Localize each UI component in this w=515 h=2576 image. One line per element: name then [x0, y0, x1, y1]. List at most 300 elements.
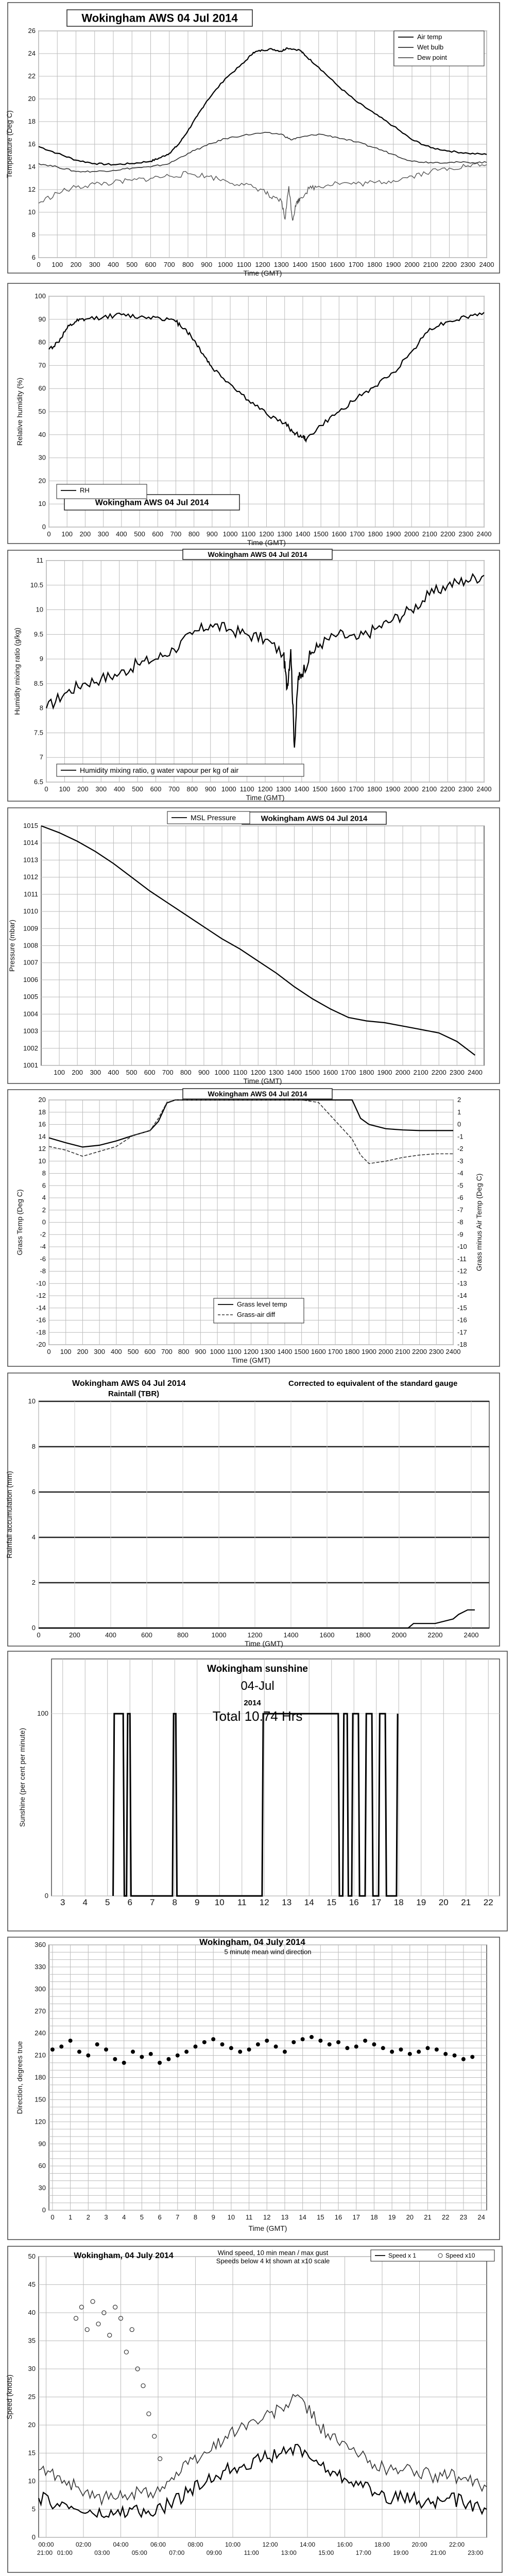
y-tick-label: 1006	[23, 975, 38, 984]
x-tick-label: 100	[59, 785, 71, 793]
x-tick-label: 800	[178, 1348, 190, 1355]
x-tick-label: 4	[122, 2213, 126, 2221]
y-tick-label: 100	[35, 292, 46, 300]
scatter-point	[166, 2057, 170, 2061]
y-axis-label: Direction, degrees true	[15, 2041, 24, 2114]
x-tick-label: 1300	[276, 785, 291, 793]
y2-tick-label: -14	[457, 1292, 467, 1299]
x-tick-label: 13:00	[281, 2549, 297, 2556]
y-tick-label: 60	[38, 384, 46, 393]
y-tick-label: 1009	[23, 924, 38, 933]
x-tick-label: 1300	[277, 530, 293, 538]
x-tick-label: 1300	[273, 261, 289, 268]
x-tick-label: 500	[127, 1348, 139, 1355]
x-tick-label: 1900	[377, 1069, 392, 1076]
x-tick-label: 300	[89, 261, 100, 268]
chart-title: Wokingham AWS 04 Jul 2014	[81, 11, 238, 25]
x-tick-label: 0	[37, 261, 41, 268]
x-tick-label: 2000	[404, 261, 420, 268]
y-tick-label: 0	[42, 523, 46, 531]
scatter-point	[77, 2049, 81, 2054]
x-tick-label: 1200	[244, 1348, 259, 1355]
x-tick-label: 1400	[286, 1069, 302, 1076]
scatter-point	[291, 2040, 296, 2044]
y-tick-label: 360	[35, 1941, 46, 1948]
x-tick-label: 18	[370, 2213, 378, 2221]
x-tick-label: 1800	[345, 1348, 360, 1355]
x-tick-label: 1000	[218, 261, 233, 268]
x-tick-label: 12:00	[262, 2541, 278, 2548]
y-tick-label: 10	[28, 1397, 36, 1405]
relative-humidity-chart	[0, 281, 515, 548]
y-tick-label: 4	[42, 1194, 46, 1201]
y-tick-label: -18	[36, 1328, 46, 1336]
y-tick-label: 1004	[23, 1010, 38, 1018]
x-tick-label: 1000	[222, 530, 238, 538]
x-tick-label: 17	[371, 1897, 382, 1907]
y-tick-label: 11	[36, 556, 43, 564]
x-tick-label: 1600	[323, 1069, 338, 1076]
pressure-chart	[0, 805, 515, 1087]
x-tick-label: 21	[461, 1897, 471, 1907]
x-tick-label: 11	[245, 2213, 253, 2221]
x-tick-label: 600	[145, 261, 157, 268]
scatter-point	[140, 2055, 144, 2059]
x-tick-label: 1700	[328, 1348, 343, 1355]
x-tick-label: 500	[126, 261, 138, 268]
x-tick-label: 1	[68, 2213, 73, 2221]
y-tick-label: 25	[28, 2393, 36, 2401]
y-tick-label: 120	[35, 2117, 46, 2126]
y-tick-label: -2	[40, 1230, 46, 1239]
y-tick-label: 30	[28, 2365, 36, 2372]
x-tick-label: 900	[195, 1348, 207, 1355]
y-tick-label: 30	[38, 453, 46, 462]
scatter-point	[113, 2057, 117, 2061]
x-tick-label: 15	[327, 1897, 337, 1907]
plot-area	[52, 1659, 500, 1896]
y2-tick-label: 1	[457, 1108, 461, 1116]
x-tick-label: 23:00	[468, 2549, 484, 2556]
x-tick-label: 03:00	[94, 2549, 110, 2556]
x-tick-label: 2200	[412, 1348, 427, 1355]
scatter-point	[399, 2047, 403, 2052]
y-tick-label: 10	[38, 500, 46, 508]
x-tick-label: 1400	[293, 261, 307, 268]
legend-label: Grass-air diff	[237, 1311, 276, 1318]
scatter-point	[417, 2049, 421, 2054]
x-tick-label: 16	[349, 1897, 359, 1907]
x-tick-label: 2200	[442, 261, 457, 268]
y-tick-label: 1014	[23, 839, 38, 847]
scatter-point	[184, 2049, 188, 2054]
rainfall-chart	[0, 1370, 515, 1649]
y2-tick-label: -16	[457, 1316, 467, 1324]
y-tick-label: 18	[38, 1108, 46, 1116]
x-tick-label: 9	[211, 2213, 215, 2221]
chart-title: Wokingham AWS 04 Jul 2014	[208, 550, 307, 558]
x-tick-label: 2300	[458, 785, 474, 793]
x-tick-label: 700	[163, 261, 175, 268]
y-tick-label: 1002	[23, 1044, 38, 1052]
x-tick-label: 1700	[341, 1069, 356, 1076]
x-tick-label: 2300	[449, 1069, 465, 1076]
x-tick-label: 2400	[476, 785, 492, 793]
x-tick-label: 1100	[227, 1348, 242, 1355]
chart-title: Wokingham AWS 04 Jul 2014	[208, 1089, 307, 1098]
x-tick-label: 21:00	[430, 2549, 446, 2556]
y-tick-label: 70	[38, 361, 46, 369]
y2-tick-label: -4	[457, 1169, 464, 1177]
x-tick-label: 1500	[311, 261, 327, 268]
y-axis-label: Temperature (Deg C)	[5, 110, 13, 178]
x-tick-label: 2100	[422, 530, 437, 538]
x-tick-label: 2100	[413, 1069, 428, 1076]
x-tick-label: 100	[60, 1348, 72, 1355]
y-tick-label: 300	[35, 1985, 46, 1993]
scatter-point	[193, 2044, 197, 2048]
x-tick-label: 1700	[350, 530, 365, 538]
y-tick-label: 20	[28, 2421, 36, 2429]
y-tick-label: 6	[42, 1181, 46, 1190]
x-tick-label: 7	[176, 2213, 180, 2221]
y-tick-label: 1013	[23, 856, 38, 864]
y2-tick-label: -17	[457, 1328, 467, 1336]
y2-tick-label: -2	[457, 1145, 464, 1153]
x-tick-label: 1600	[331, 785, 346, 793]
x-tick-label: 2400	[476, 530, 492, 538]
x-tick-label: 14	[304, 1897, 314, 1907]
x-tick-label: 01:00	[57, 2549, 73, 2556]
scatter-point	[176, 2054, 180, 2058]
x-tick-label: 400	[113, 785, 125, 793]
scatter-point	[336, 2040, 340, 2044]
x-tick-label: 0	[44, 785, 48, 793]
x-tick-label: 17:00	[355, 2549, 371, 2556]
y-tick-label: 26	[28, 27, 36, 35]
x-tick-label: 2300	[428, 1348, 444, 1355]
x-tick-label: 06:00	[150, 2541, 166, 2548]
y-tick-label: 50	[28, 2252, 36, 2260]
y2-tick-label: -11	[457, 1255, 467, 1263]
x-tick-label: 200	[69, 1631, 80, 1639]
x-tick-label: 1800	[367, 261, 382, 268]
y-tick-label: -16	[36, 1316, 46, 1324]
scatter-point	[435, 2047, 439, 2052]
x-tick-label: 1500	[305, 1069, 320, 1076]
x-tick-label: 700	[162, 1069, 174, 1076]
x-tick-label: 6	[158, 2213, 162, 2221]
x-tick-label: 20:00	[411, 2541, 427, 2548]
y-tick-label: 4	[31, 1533, 36, 1541]
y2-tick-label: -13	[457, 1279, 467, 1287]
y-tick-label: 100	[37, 1709, 48, 1718]
chart-date: 04-Jul	[241, 1679, 274, 1693]
y-axis-label: Grass Temp (Deg C)	[15, 1189, 24, 1256]
x-tick-label: 04:00	[113, 2541, 129, 2548]
y-axis-label: Sunshine (per cent per minute)	[18, 1727, 26, 1827]
x-tick-label: 0	[47, 1348, 51, 1355]
x-tick-label: 1800	[355, 1631, 371, 1639]
x-tick-label: 800	[182, 261, 194, 268]
x-tick-label: 15	[317, 2213, 324, 2221]
x-tick-label: 1000	[210, 1348, 225, 1355]
scatter-point	[426, 2046, 430, 2050]
x-tick-label: 16	[334, 2213, 342, 2221]
x-tick-label: 8	[172, 1897, 177, 1907]
x-tick-label: 200	[72, 1069, 83, 1076]
chart-subtitle: Raintall (TBR)	[108, 1389, 160, 1398]
x-tick-label: 500	[126, 1069, 138, 1076]
y-tick-label: -8	[40, 1267, 46, 1275]
x-tick-label: 900	[207, 530, 218, 538]
x-tick-label: 0	[37, 1631, 41, 1639]
scatter-point	[363, 2039, 367, 2043]
chart-title: Wokingham AWS 04 Jul 2014	[72, 1379, 186, 1388]
x-tick-label: 2000	[395, 1069, 410, 1076]
x-tick-label: 600	[144, 1069, 156, 1076]
y-axis-label: Pressure (mbar)	[8, 919, 16, 972]
wind-direction-chart	[0, 1935, 515, 2244]
x-tick-label: 1600	[311, 1348, 326, 1355]
scatter-point	[470, 2055, 474, 2059]
x-tick-label: 1500	[313, 530, 329, 538]
x-tick-label: 700	[161, 1348, 173, 1355]
y-tick-label: 6	[31, 253, 36, 261]
y-tick-label: 10	[38, 1157, 46, 1165]
scatter-point	[301, 2037, 305, 2041]
x-tick-label: 19:00	[393, 2549, 409, 2556]
scatter-point	[202, 2040, 207, 2044]
scatter-point	[86, 2054, 90, 2058]
y-tick-label: 0	[31, 2533, 36, 2541]
x-tick-label: 800	[188, 530, 200, 538]
scatter-point	[328, 2042, 332, 2046]
y-tick-label: 14	[28, 163, 36, 171]
y-tick-label: 10	[28, 2477, 36, 2485]
x-tick-label: 800	[177, 1631, 188, 1639]
y-tick-label: 16	[28, 140, 36, 148]
x-tick-label: 200	[77, 785, 89, 793]
x-tick-label: 300	[97, 530, 109, 538]
x-tick-label: 100	[61, 530, 73, 538]
legend-label: Grass level temp	[237, 1300, 287, 1308]
x-axis-label: Time (GMT)	[247, 538, 286, 547]
x-axis-label: Time (GMT)	[232, 1356, 270, 1364]
scatter-point	[104, 2047, 108, 2052]
y-tick-label: 90	[38, 2140, 46, 2148]
chart-title: Wokingham, 04 July 2014	[199, 1937, 305, 1947]
x-tick-label: 21	[424, 2213, 432, 2221]
y-tick-label: 270	[35, 2007, 46, 2015]
y2-tick-label: -10	[457, 1243, 467, 1250]
x-tick-label: 18:00	[374, 2541, 390, 2548]
y-tick-label: 7.5	[33, 728, 43, 737]
x-tick-label: 3	[60, 1897, 65, 1907]
x-tick-label: 00:00	[38, 2541, 54, 2548]
x-tick-label: 2200	[440, 530, 456, 538]
y-tick-label: 20	[28, 95, 36, 103]
y2-tick-label: -7	[457, 1206, 464, 1214]
y-tick-label: 12	[38, 1145, 46, 1153]
x-tick-label: 1300	[268, 1069, 284, 1076]
chart-title: Wokingham AWS 04 Jul 2014	[261, 814, 368, 823]
x-tick-label: 300	[94, 1348, 105, 1355]
x-tick-label: 16:00	[337, 2541, 353, 2548]
wind-speed-chart	[0, 2244, 515, 2576]
x-tick-label: 11:00	[244, 2549, 259, 2556]
x-tick-label: 1400	[283, 1631, 299, 1639]
x-axis-label: Time (GMT)	[246, 793, 285, 802]
scatter-point	[238, 2049, 242, 2054]
y-tick-label: 12	[28, 185, 36, 193]
y-tick-label: 0	[31, 1624, 36, 1632]
x-tick-label: 1600	[331, 530, 347, 538]
x-tick-label: 800	[186, 785, 198, 793]
y2-tick-label: -3	[457, 1157, 464, 1165]
y-tick-label: -14	[36, 1303, 46, 1312]
y2-tick-label: -1	[457, 1132, 464, 1141]
scatter-point	[443, 2052, 448, 2056]
x-tick-label: 1500	[294, 1348, 310, 1355]
x-tick-label: 09:00	[206, 2549, 222, 2556]
y-tick-label: 6.5	[33, 778, 43, 786]
x-tick-label: 400	[108, 1069, 119, 1076]
legend-label: Dew point	[417, 54, 447, 61]
scatter-point	[68, 2039, 73, 2043]
x-tick-label: 1100	[236, 261, 251, 268]
y-tick-label: 150	[35, 2095, 46, 2104]
x-tick-label: 4	[82, 1897, 88, 1907]
x-tick-label: 100	[54, 1069, 65, 1076]
x-tick-label: 15:00	[318, 2549, 334, 2556]
y-tick-label: 22	[28, 72, 36, 80]
y-tick-label: 330	[35, 1962, 46, 1971]
y-tick-label: 1015	[23, 822, 38, 829]
y-tick-label: 8	[31, 1443, 36, 1450]
x-tick-label: 22:00	[449, 2541, 465, 2548]
scatter-point	[381, 2046, 385, 2050]
y-tick-label: 6	[31, 1488, 36, 1496]
scatter-point	[95, 2042, 99, 2046]
x-tick-label: 1200	[250, 1069, 266, 1076]
chart-subtitle: Wind speed, 10 min mean / max gust	[217, 2249, 329, 2257]
x-tick-label: 1100	[241, 530, 256, 538]
y2-axis-label: Grass minus Air Temp (Deg C)	[475, 1173, 483, 1272]
y-tick-label: 5	[31, 2505, 36, 2513]
y-tick-label: 14	[38, 1132, 46, 1141]
x-tick-label: 400	[108, 261, 119, 268]
x-tick-label: 2200	[427, 1631, 443, 1639]
mixing-ratio-chart	[0, 548, 515, 805]
x-tick-label: 17	[352, 2213, 360, 2221]
y-tick-label: 10.5	[30, 581, 43, 589]
x-tick-label: 200	[79, 530, 91, 538]
x-axis-label: Time (GMT)	[245, 1639, 283, 1648]
scatter-point	[318, 2039, 322, 2043]
scatter-point	[149, 2052, 153, 2056]
x-tick-label: 500	[132, 785, 143, 793]
y-tick-label: -12	[36, 1292, 46, 1299]
x-tick-label: 900	[198, 1069, 210, 1076]
air-temperature-chart	[0, 0, 515, 281]
y-tick-label: 20	[38, 1096, 46, 1104]
x-tick-label: 22	[483, 1897, 493, 1907]
scatter-point	[122, 2061, 126, 2065]
legend-label: Humidity mixing ratio, g water vapour per kg of air	[80, 766, 239, 774]
scatter-point	[59, 2044, 63, 2048]
chart-title: Wokingham AWS 04 Jul 2014	[95, 498, 209, 507]
x-tick-label: 300	[95, 785, 107, 793]
y-tick-label: 8	[31, 231, 36, 239]
x-tick-label: 5	[140, 2213, 144, 2221]
y2-tick-label: -18	[457, 1341, 467, 1348]
x-tick-label: 2200	[431, 1069, 447, 1076]
x-tick-label: 1400	[294, 785, 310, 793]
x-tick-label: 2400	[479, 261, 494, 268]
x-tick-label: 13	[282, 1897, 292, 1907]
x-tick-label: 10	[214, 1897, 225, 1907]
x-tick-label: 100	[52, 261, 63, 268]
x-tick-label: 1100	[233, 1069, 248, 1076]
x-tick-label: 900	[204, 785, 216, 793]
chart-year: 2014	[244, 1699, 261, 1707]
x-tick-label: 2400	[445, 1348, 461, 1355]
y-tick-label: 16	[38, 1120, 46, 1128]
x-tick-label: 1200	[258, 785, 273, 793]
y-tick-label: 60	[38, 2162, 46, 2170]
x-tick-label: 600	[150, 785, 162, 793]
x-tick-label: 1600	[319, 1631, 335, 1639]
x-tick-label: 1000	[211, 1631, 227, 1639]
x-tick-label: 1900	[361, 1348, 376, 1355]
y-tick-label: 180	[35, 2073, 46, 2081]
x-tick-label: 18	[393, 1897, 404, 1907]
x-tick-label: 1700	[348, 261, 364, 268]
x-tick-label: 22	[441, 2213, 450, 2221]
x-tick-label: 2100	[422, 785, 437, 793]
x-tick-label: 7	[150, 1897, 155, 1907]
x-tick-label: 900	[201, 261, 213, 268]
x-tick-label: 24	[477, 2213, 485, 2221]
scatter-point	[131, 2049, 135, 2054]
scatter-point	[265, 2039, 269, 2043]
scatter-point	[158, 2061, 162, 2065]
x-tick-label: 2300	[460, 261, 476, 268]
x-tick-label: 07:00	[169, 2549, 185, 2556]
x-axis-label: Time (GMT)	[243, 269, 282, 277]
y2-tick-label: -9	[457, 1230, 464, 1239]
x-tick-label: 2000	[378, 1348, 393, 1355]
y-tick-label: 1010	[23, 907, 38, 916]
scatter-point	[461, 2057, 466, 2061]
scatter-point	[453, 2054, 457, 2058]
x-tick-label: 500	[134, 530, 145, 538]
scatter-point	[354, 2044, 358, 2048]
y-tick-label: 8.5	[33, 679, 43, 687]
y2-tick-label: 2	[457, 1096, 461, 1104]
y-tick-label: -4	[40, 1243, 46, 1250]
y-tick-label: 18	[28, 117, 36, 125]
legend-box	[57, 484, 147, 499]
x-tick-label: 2000	[391, 1631, 407, 1639]
y2-tick-label: -15	[457, 1303, 467, 1312]
y2-tick-label: 0	[457, 1120, 461, 1128]
x-tick-label: 2100	[395, 1348, 410, 1355]
x-tick-label: 1600	[330, 261, 345, 268]
grass-temperature-chart	[0, 1087, 515, 1370]
scatter-point	[390, 2049, 394, 2054]
